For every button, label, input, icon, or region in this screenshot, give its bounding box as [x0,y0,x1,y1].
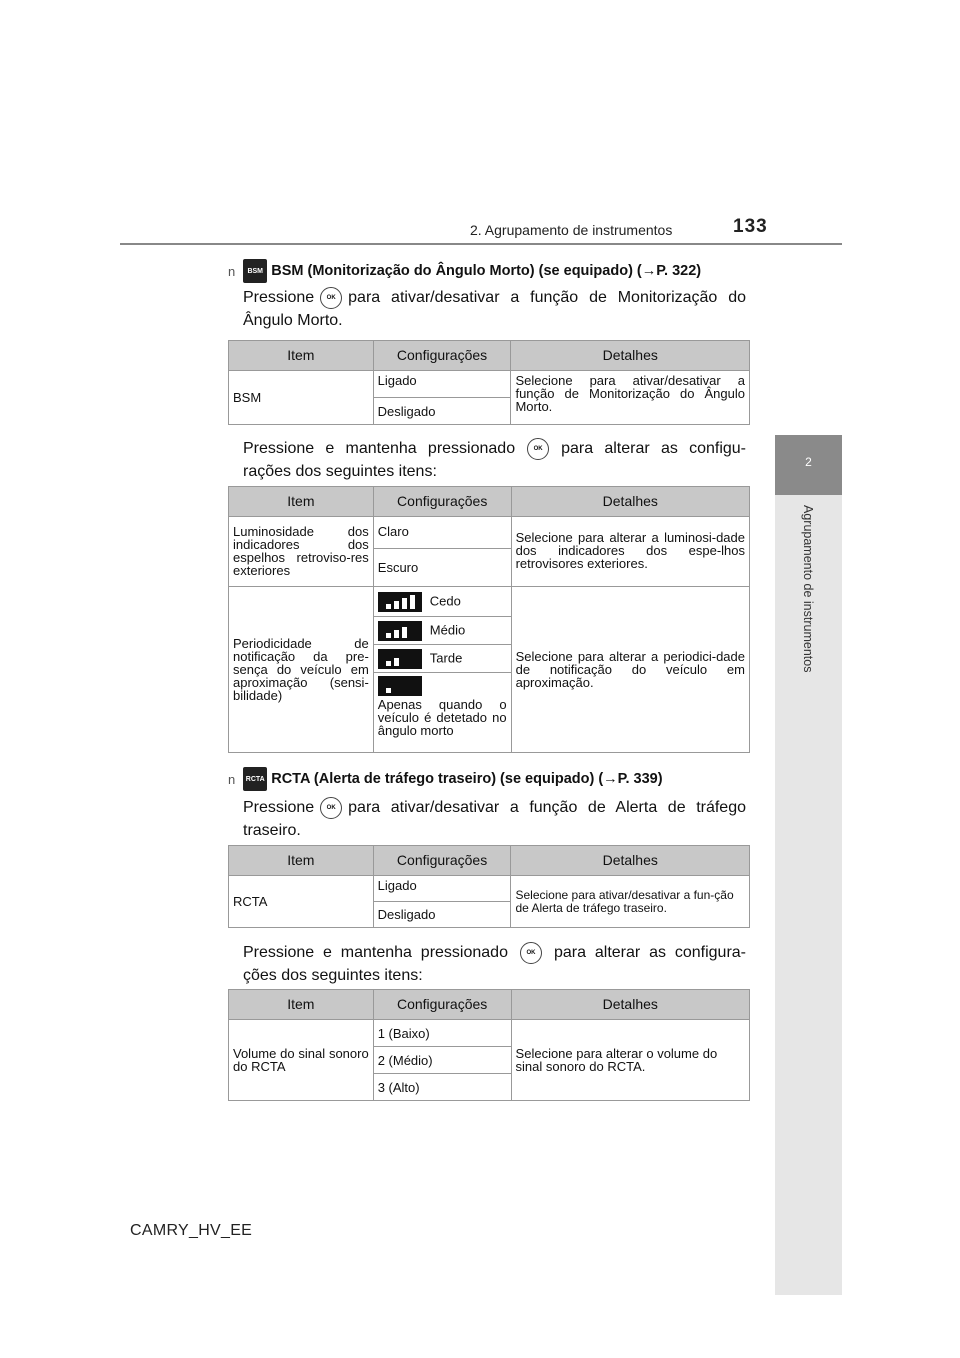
para-text: para alterar as configura-ções dos seguintes itens: [243,944,747,984]
para-text: Pressione e mantenha pressionado [243,944,508,961]
table-cell-option: Escuro [373,549,511,587]
rcta-icon: RCTA [243,767,267,791]
table-cell-option [373,617,511,645]
col-header: Configurações [373,341,511,371]
col-header: Item [229,990,374,1020]
table-cell-item: Volume do sinal sonoro do RCTA [229,1020,374,1101]
table-cell-option [373,673,511,753]
ok-button-icon: OK [527,438,549,460]
chapter-label: Agrupamento de instrumentos [801,505,815,673]
rcta-table-2 [228,989,750,1101]
sensitivity-icon-medium [378,621,422,641]
para-text: Pressione e mantenha pressionado [243,440,516,457]
option-label: Apenas quando o veículo é detetado no ângulo morto [377,697,507,738]
col-header: Configurações [373,990,511,1020]
table-cell-option: 1 (Baixo) [373,1020,511,1047]
table-cell-option: Ligado [373,876,511,902]
table-cell-option [373,587,511,617]
chapter-tab: 2 [775,435,842,495]
para-text: para ativar/desativar a função de Alerta de tráfego traseiro. [243,799,746,839]
rcta-table-1 [228,845,750,928]
rcta-heading [228,767,663,791]
table-cell-item: Luminosidade dos indicadores dos espelhos retroviso-res exteriores [229,517,374,587]
col-header: Item [229,487,374,517]
running-header: 2. Agrupamento de instrumentos [470,222,673,238]
page-number: 133 [733,216,768,237]
col-header: Detalhes [511,341,750,371]
footer-code: CAMRY_HV_EE [130,1222,253,1239]
col-header: Item [229,846,374,876]
table-cell-detail: Selecione para ativar/desativar a função de Monitorização do Ângulo Morto. [511,371,750,425]
bullet: n [228,263,236,279]
para-text: Pressione [243,289,315,306]
bsm-para-1 [243,286,746,332]
table-cell-detail: Selecione para ativar/desativar a fun-ção de Alerta de tráfego traseiro. [511,876,750,928]
table-cell-option [373,645,511,673]
table-cell-item: Periodicidade de notificação da pre-sença do veículo em aproximação (sensi-bilidade) [229,587,374,753]
col-header: Detalhes [511,846,750,876]
option-label: Cedo [429,592,461,608]
bsm-table-2 [228,486,750,753]
col-header: Item [229,341,374,371]
rcta-heading-text: RCTA (Alerta de tráfego traseiro) (se equipado) (→P. 339) [271,771,663,787]
table-cell-option: Desligado [373,398,511,425]
option-label: Tarde [429,649,463,665]
option-label: Médio [429,621,466,637]
col-header: Configurações [373,487,511,517]
col-header: Detalhes [511,990,749,1020]
col-header: Detalhes [511,487,749,517]
para-text: para ativar/desativar a função de Monitorização do Ângulo Morto. [243,289,746,329]
sensitivity-icon-late [378,649,422,669]
para-text: para alterar as configu-rações dos seguintes itens: [243,440,747,480]
bsm-heading-text: BSM (Monitorização do Ângulo Morto) (se equipado) (→P. 322) [271,263,702,279]
ok-button-icon: OK [520,942,542,964]
ok-button-icon: OK [320,797,342,819]
table-cell-option: Ligado [373,371,511,398]
table-cell-detail: Selecione para alterar a luminosi-dade dos indicadores dos espe-lhos retrovisores exteriores. [511,517,749,587]
table-cell-item: BSM [229,371,374,425]
ok-button-icon: OK [320,287,342,309]
rcta-para-2 [243,941,746,987]
bsm-icon: BSM [243,259,267,283]
para-text: Pressione [243,799,315,816]
sensitivity-icon-early [378,592,422,612]
table-cell-detail: Selecione para alterar a periodici-dade de notificação do veículo em aproximação. [511,587,749,753]
table-cell-option: Claro [373,517,511,549]
table-cell-item: RCTA [229,876,374,928]
bsm-table-1 [228,340,750,425]
table-cell-option: 3 (Alto) [373,1074,511,1101]
col-header: Configurações [373,846,511,876]
bullet: n [228,771,236,787]
bsm-heading [228,259,701,283]
sensitivity-icon-blindspot [378,676,422,696]
rcta-para-1 [243,796,746,842]
table-cell-option: 2 (Médio) [373,1047,511,1074]
table-cell-option: Desligado [373,902,511,928]
bsm-para-2 [243,437,746,483]
header-rule [120,243,842,245]
table-cell-detail: Selecione para alterar o volume do sinal sonoro do RCTA. [511,1020,749,1101]
